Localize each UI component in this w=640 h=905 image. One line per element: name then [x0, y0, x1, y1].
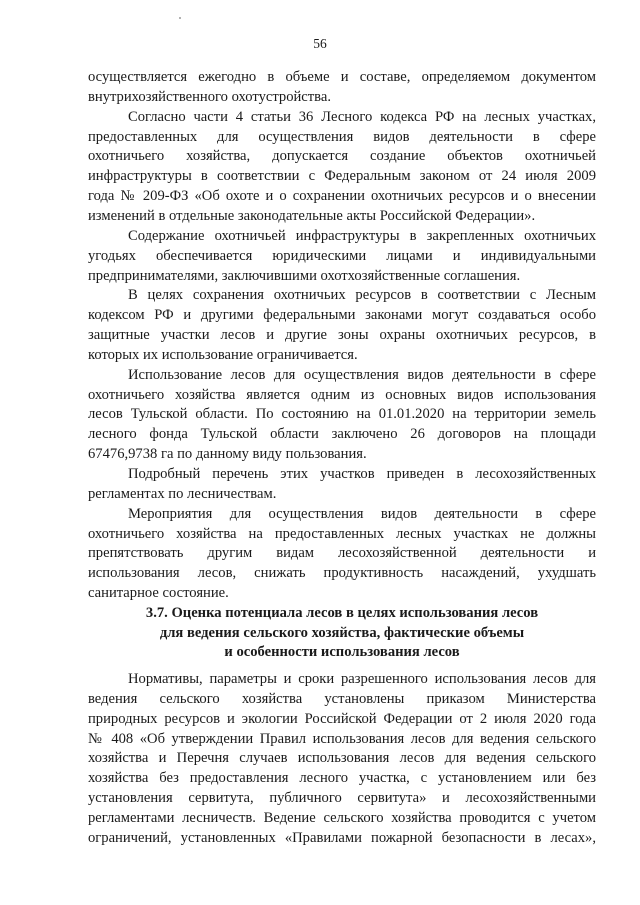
text-line: Согласно части 4 статьи 36 Лесного кодекса РФ на лесных участках,: [128, 108, 596, 125]
text-line: охотничьего хозяйства является одним из основных видов использования: [88, 386, 596, 403]
text-line: хозяйства без предоставления лесного участка, с установлением или без: [88, 770, 596, 787]
text-line: угодьях обеспечивается юридическими лицами и индивидуальными: [88, 247, 596, 264]
text-line: 67476,9738 га по данному виду пользования.: [88, 446, 367, 463]
heading-line: для ведения сельского хозяйства, фактические объемы: [159, 624, 525, 641]
text-line: хозяйства и Перечня случаев использования лесов для ведения сельского: [88, 750, 596, 767]
text-line: охотничьего хозяйства, допускается создание объектов охотничьей: [88, 148, 596, 165]
text-line: Содержание охотничьей инфраструктуры в закрепленных охотничьих: [128, 227, 596, 244]
text-line: установления сервитута, публичного сервитута» и лесохозяйственными: [88, 790, 596, 807]
text-line: природных ресурсов и экологии Российской Федерации от 2 июля 2020 года: [88, 710, 596, 727]
text-line: изменений в отдельные законодательные акты Российской Федерации».: [88, 207, 536, 224]
text-line: предоставленных для осуществления видов деятельности в сфере: [88, 128, 596, 145]
text-line: предпринимателями, заключившими охотхозяйственные соглашения.: [88, 267, 521, 284]
text-line: № 408 «Об утверждении Правил использования лесов для ведения сельского: [88, 730, 596, 747]
text-line: кодексом РФ и другими федеральными законами могут создаваться особо: [88, 307, 596, 324]
scan-speck: [179, 17, 181, 19]
text-line: Нормативы, параметры и сроки разрешенного использования лесов для: [128, 671, 596, 687]
text-line: санитарное состояние.: [88, 585, 229, 602]
heading-line: 3.7. Оценка потенциала лесов в целях использования лесов: [145, 605, 539, 621]
text-line: регламентах по лесничествам.: [88, 485, 277, 502]
text-line: регламентами лесничеств. Ведение сельского хозяйства проводится с учетом: [88, 809, 596, 826]
text-line: лесов Тульской области. По состоянию на 01.01.2020 на территории земель: [88, 406, 596, 423]
text-line: использования лесов, снижать продуктивность насаждений, ухудшать: [88, 565, 596, 582]
text-line: защитные участки лесов и другие зоны охраны охотничьих ресурсов, в: [88, 327, 596, 344]
text-line: препятствовать другим видам лесохозяйственной деятельности и: [88, 545, 596, 562]
text-line: инфраструктуры в соответствии с Федеральным законом от 24 июля 2009: [88, 168, 596, 185]
page-number: 56: [313, 36, 327, 51]
text-line: В целях сохранения охотничьих ресурсов в соответствии с Лесным: [128, 287, 596, 304]
text-line: года № 209-ФЗ «Об охоте и о сохранении охотничьих ресурсов и о внесении: [88, 188, 596, 205]
text-line: Использование лесов для осуществления видов деятельности в сфере: [128, 366, 596, 383]
text-line: Мероприятия для осуществления видов деятельности в сфере: [128, 505, 596, 522]
text-line: лесного фонда Тульской области заключено 26 договоров на площади: [88, 426, 596, 443]
text-line: которых их использование ограничивается.: [88, 346, 358, 363]
text-line: охотничьего хозяйства на предоставленных лесных участках не должны: [88, 525, 596, 542]
text-line: ограничений, установленных «Правилами пожарной безопасности в лесах»,: [88, 829, 596, 846]
heading-line: и особенности использования лесов: [224, 644, 460, 660]
text-line: ведения сельского хозяйства установлены приказом Министерства: [88, 690, 596, 707]
text-line: Подробный перечень этих участков приведен в лесохозяйственных: [128, 466, 596, 482]
text-line: осуществляется ежегодно в объеме и составе, определяемом документом: [88, 69, 596, 85]
text-line: внутрихозяйственного охотустройства.: [88, 88, 331, 105]
